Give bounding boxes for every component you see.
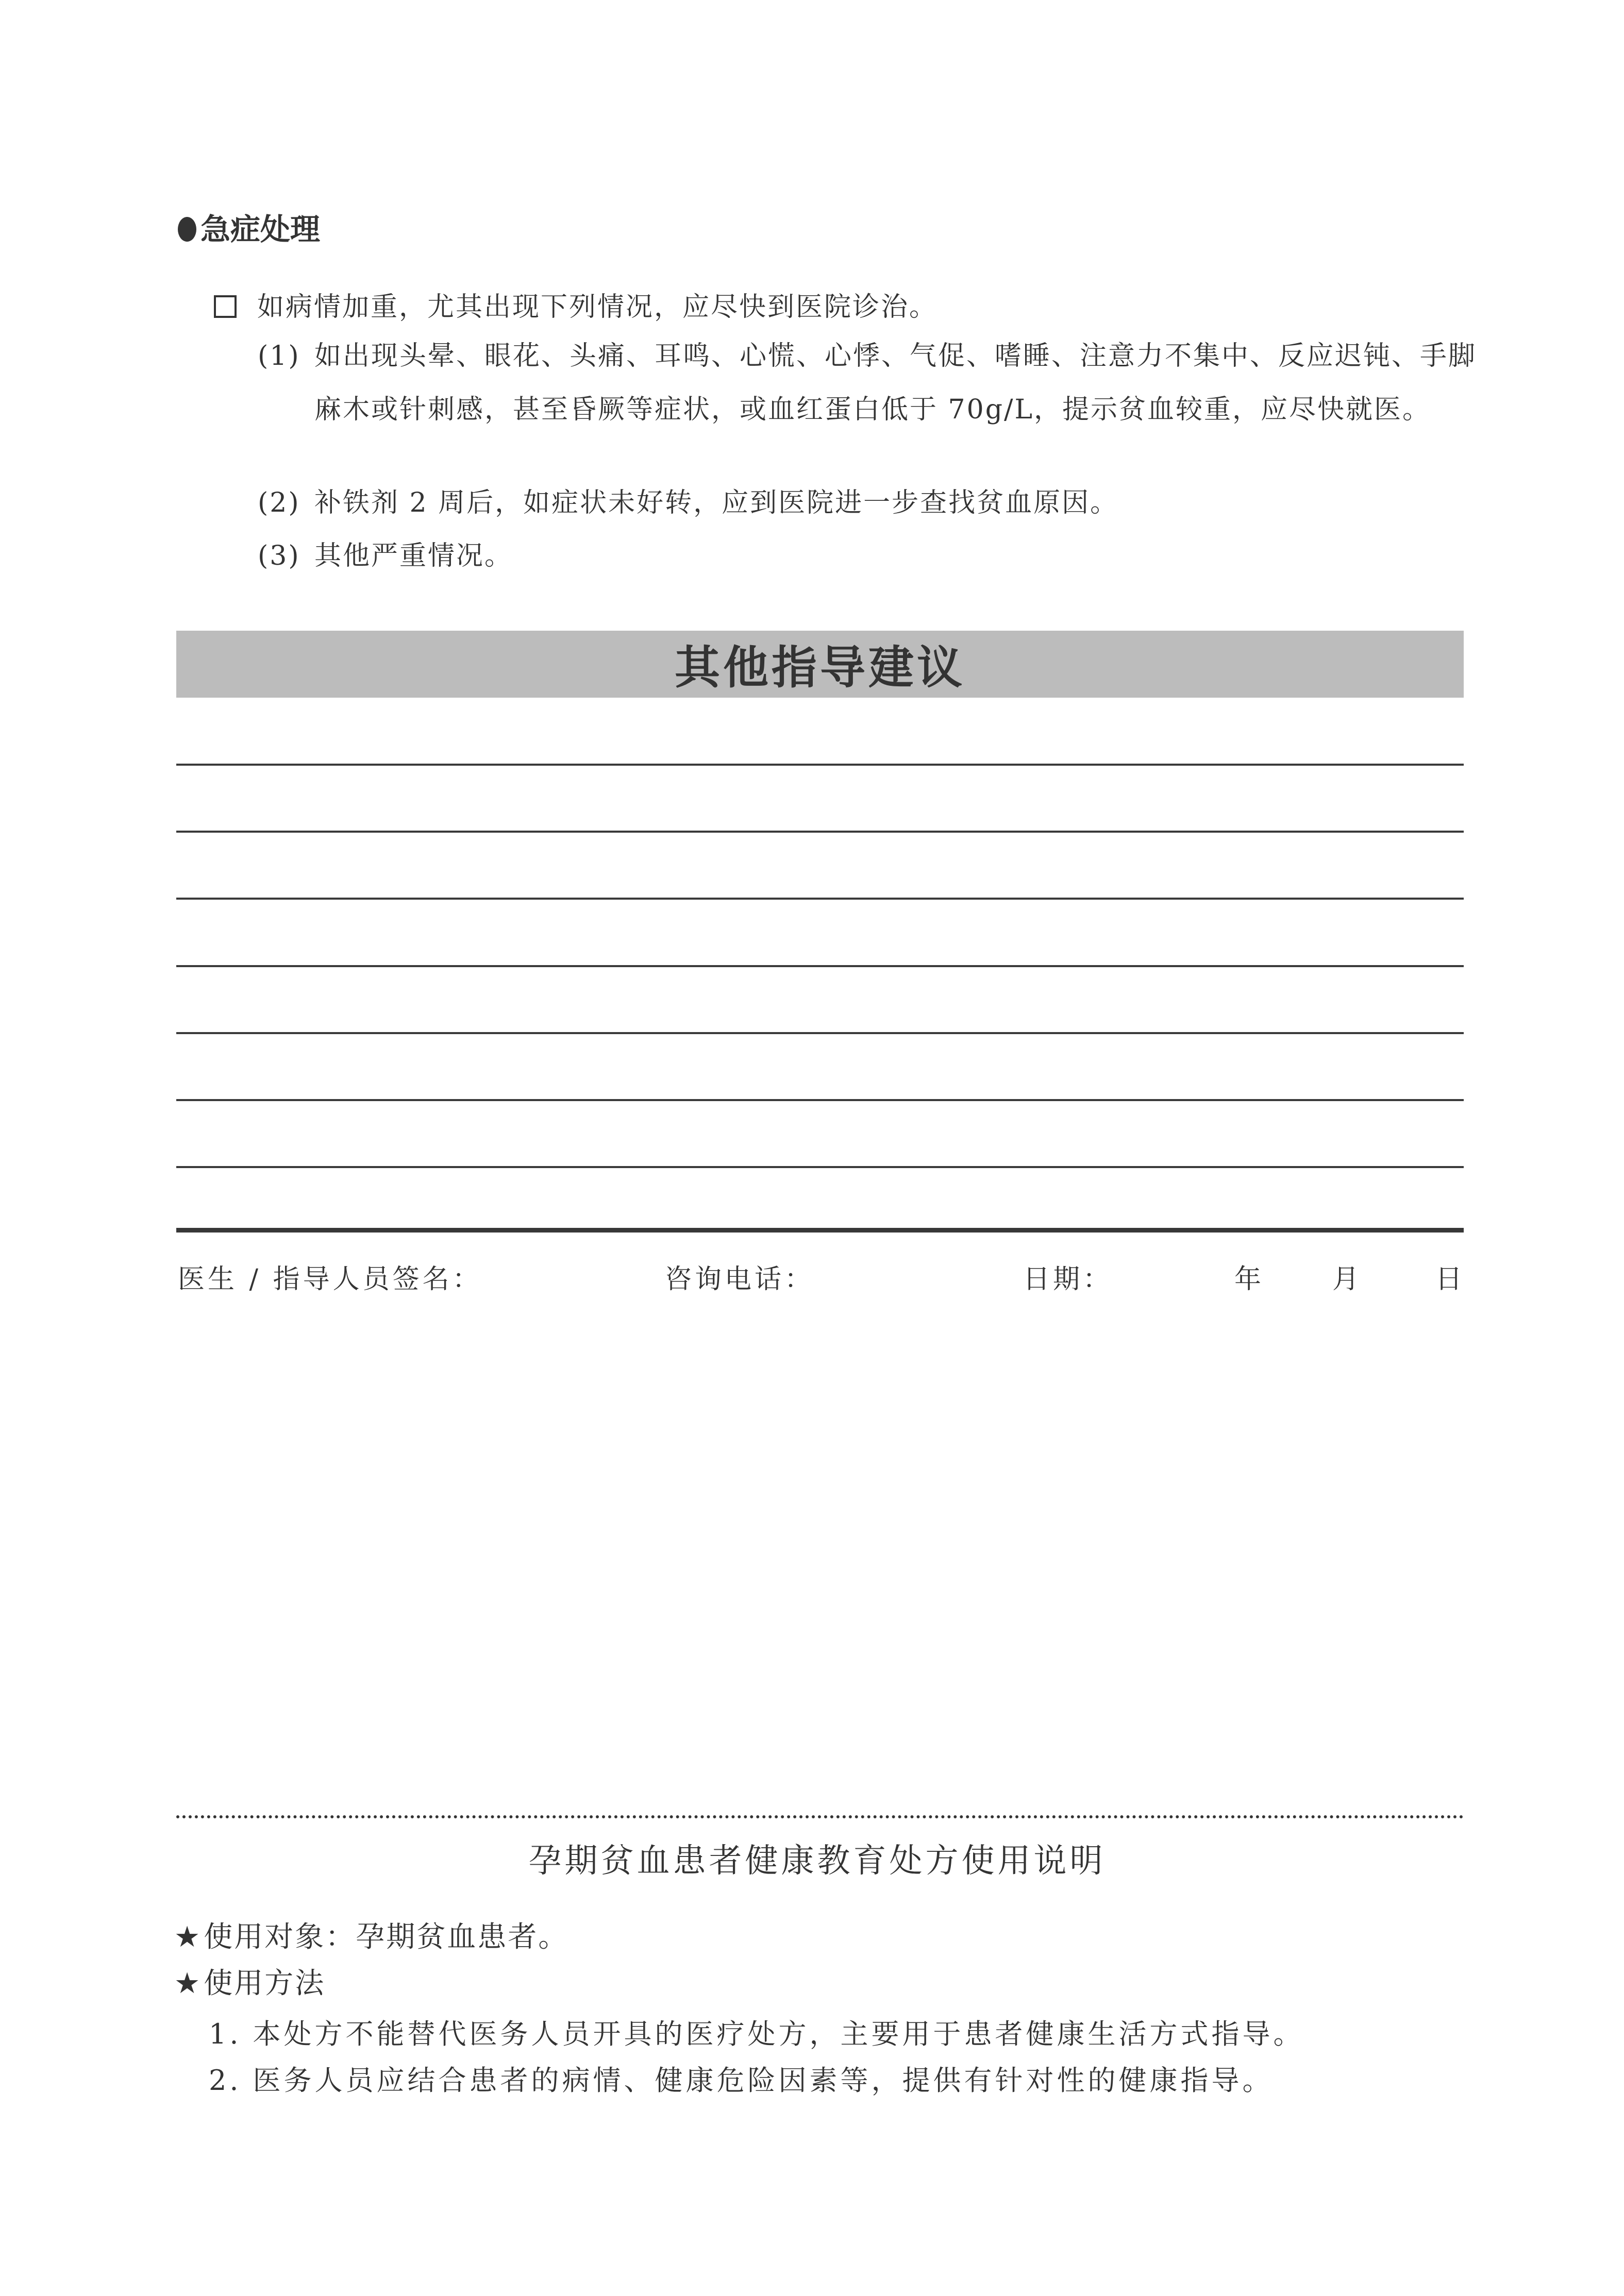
method-text: 本处方不能替代医务人员开具的医疗处方，主要用于患者健康生活方式指导。: [253, 2018, 1304, 2050]
writing-line-7[interactable]: [176, 1166, 1464, 1168]
item-number: (1): [258, 341, 300, 372]
method-text: 医务人员应结合患者的病情、健康危险因素等，提供有针对性的健康指导。: [253, 2064, 1274, 2097]
emergency-intro: [214, 291, 937, 323]
star-icon: ★: [174, 1920, 202, 1954]
writing-line-2[interactable]: [176, 831, 1464, 833]
writing-line-3[interactable]: [176, 898, 1464, 900]
usage-method-label: 使用方法: [204, 1967, 326, 2000]
emergency-intro-text: 如病情加重，尤其出现下列情况，应尽快到医院诊治。: [257, 292, 938, 323]
item-text: 补铁剂 2 周后，如症状未好转，应到医院进一步查找贫血原因。: [314, 487, 1119, 518]
emergency-item-3: [258, 540, 513, 572]
date-label[interactable]: 日期：: [1023, 1264, 1113, 1295]
usage-title: [0, 1834, 1624, 1882]
date-day-label: 日: [1435, 1264, 1466, 1295]
usage-target: [174, 1914, 568, 1955]
emergency-heading: [178, 209, 320, 250]
item-number: (3): [258, 541, 300, 571]
phone-label[interactable]: 咨询电话：: [665, 1264, 815, 1295]
doctor-signature-label[interactable]: 医生 / 指导人员签名：: [178, 1264, 482, 1295]
writing-line-1[interactable]: [176, 764, 1464, 766]
usage-target-label: 使用对象：: [204, 1920, 356, 1954]
star-icon: ★: [174, 1967, 202, 2000]
signature-row: [178, 1257, 1464, 1293]
usage-target-value: 孕期贫血患者。: [356, 1920, 569, 1954]
date-year-label: 年: [1234, 1264, 1265, 1295]
bullet-dot-icon: [178, 217, 196, 242]
other-advice-title: 其他指导建议: [674, 641, 965, 694]
emergency-heading-text: 急症处理: [200, 212, 321, 247]
method-number: 1.: [209, 2018, 242, 2050]
writing-line-6[interactable]: [176, 1099, 1464, 1101]
usage-method-heading: [174, 1961, 325, 2002]
emergency-item-1: [258, 340, 1479, 436]
usage-method-item-2: [209, 2058, 1274, 2098]
section-divider: [176, 1228, 1464, 1233]
dotted-separator: [176, 1815, 1464, 1818]
usage-title-text: 孕期贫血患者健康教育处方使用说明: [528, 1842, 1106, 1880]
method-number: 2.: [209, 2064, 242, 2097]
writing-line-5[interactable]: [176, 1032, 1464, 1034]
writing-line-4[interactable]: [176, 965, 1464, 967]
item-number: (2): [258, 487, 300, 518]
emergency-item-2: [258, 487, 1118, 519]
item-text: 如出现头晕、眼花、头痛、耳鸣、心慌、心悸、气促、嗜睡、注意力不集中、反应迟钝、手脚麻木或针刺感，甚至昏厥等症状，或血红蛋白低于 70g/L，提示贫血较重，应尽快就医。: [314, 341, 1477, 425]
other-advice-banner: [176, 631, 1464, 698]
checkbox-icon[interactable]: [214, 295, 237, 318]
date-month-label: 月: [1332, 1264, 1363, 1295]
usage-method-item-1: [209, 2012, 1304, 2052]
item-text: 其他严重情况。: [314, 541, 513, 571]
